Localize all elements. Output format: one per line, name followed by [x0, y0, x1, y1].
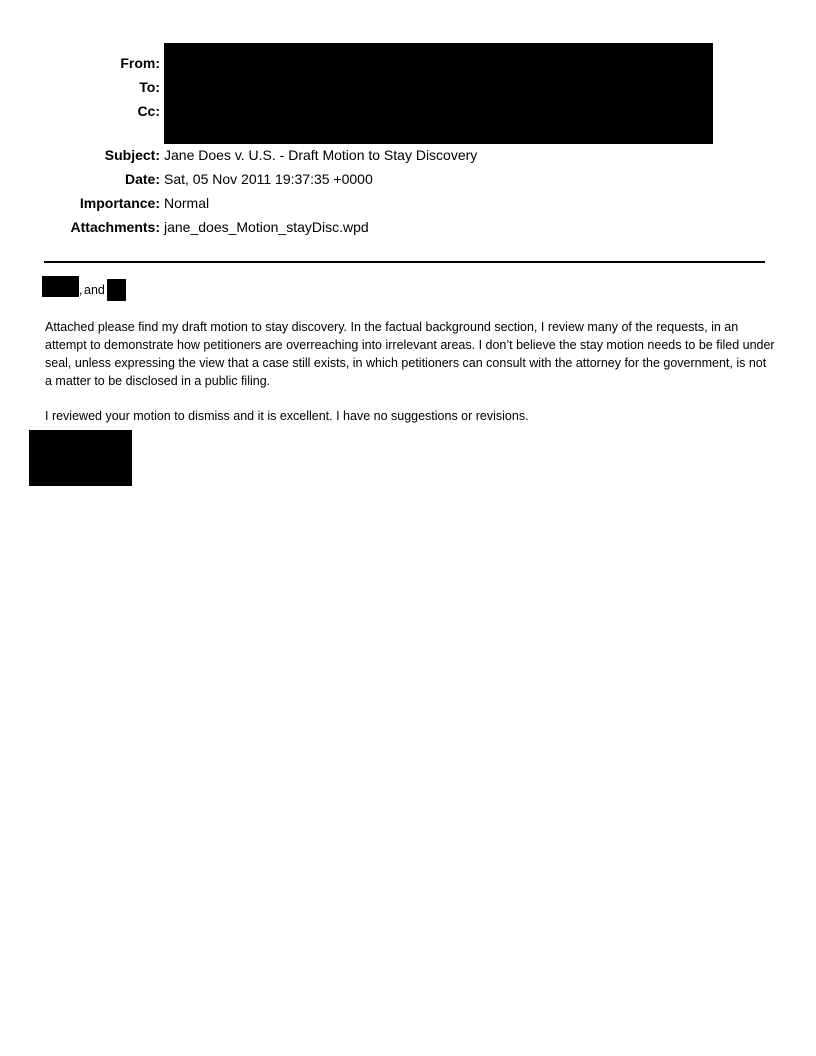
importance-value: Normal	[164, 195, 210, 211]
body-paragraph-2: I reviewed your motion to dismiss and it is excellent. I have no suggestions or revisions.	[45, 409, 529, 423]
body-paragraph-1: Attached please find my draft motion to stay discovery. In the factual background section, I review many of the requests, in an attempt to demonstrate how petitioners are overreaching into irrelevant areas. I don’t believe the stay motion needs to be filed under seal, unless expressing the view that a case still exists, in which petitioners can consult with the attorney for the government, is not a matter to be disclosed in a public filing.	[45, 320, 775, 388]
header-divider	[44, 261, 765, 263]
attachments-label: Attachments:	[70, 219, 160, 235]
date-label: Date:	[124, 171, 160, 187]
cc-label: Cc:	[137, 103, 160, 119]
importance-label: Importance:	[79, 195, 160, 211]
redaction-signature	[29, 430, 132, 486]
to-label: To:	[139, 79, 160, 95]
attachments-value[interactable]: jane_does_Motion_stayDisc.wpd	[164, 219, 369, 235]
date-value: Sat, 05 Nov 2011 19:37:35 +0000	[164, 171, 373, 187]
from-label: From:	[120, 55, 160, 71]
greeting-connector: and	[84, 283, 105, 297]
greeting-line: , and	[79, 283, 105, 297]
subject-value: Jane Does v. U.S. - Draft Motion to Stay Discovery	[164, 147, 478, 163]
redaction-recipients	[164, 43, 713, 144]
subject-label: Subject:	[104, 147, 160, 163]
redaction-recipient-name-2	[107, 279, 126, 301]
